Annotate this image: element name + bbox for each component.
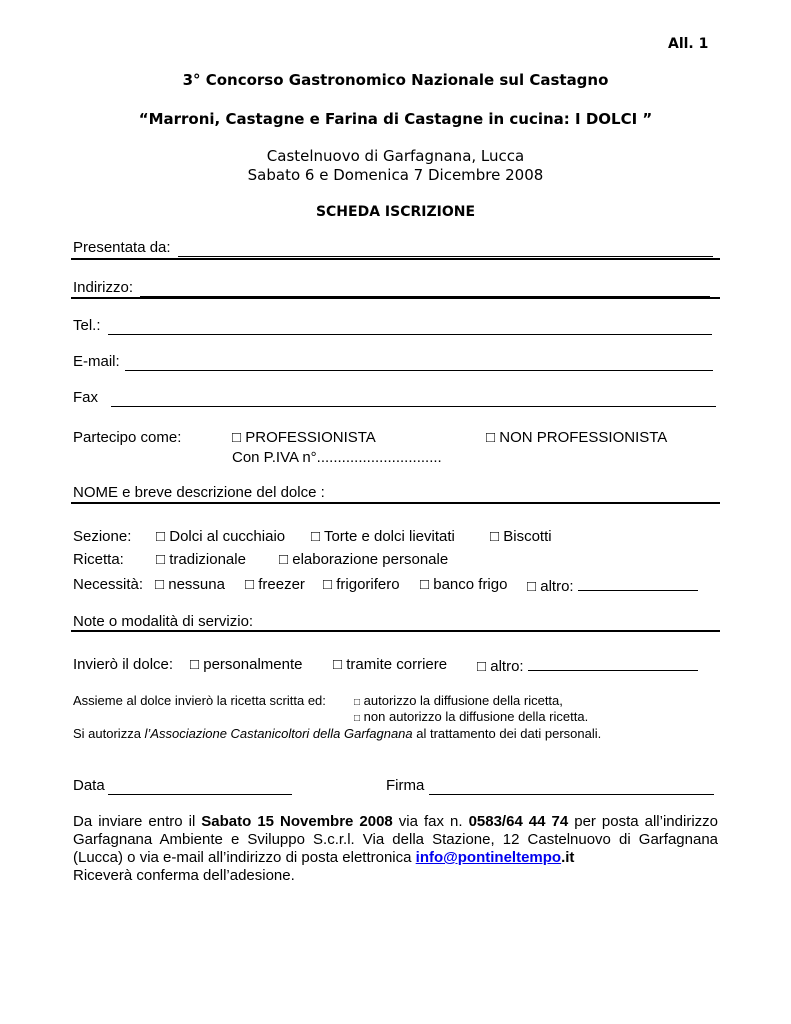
checkbox-icon[interactable]: □ [477, 658, 487, 675]
non-professional-option[interactable] [486, 429, 667, 446]
vat-number-field[interactable]: Con P.IVA n°.............................. [232, 449, 442, 466]
checkbox-icon[interactable]: □ [420, 576, 430, 593]
event-dates: Sabato 6 e Domenica 7 Dicembre 2008 [247, 166, 544, 184]
participation-label: Partecipo come: [73, 429, 182, 446]
section-option-cakes[interactable]: □ Torte e dolci lievitati [311, 528, 455, 545]
shipping-option-personally[interactable]: □ personalmente [190, 656, 303, 673]
association-name: l’Associazione Castanicoltori della Garfagnana [144, 726, 413, 741]
email-label: E-mail: [73, 353, 120, 370]
recipe-consent-intro: Assieme al dolce invierò la ricetta scritta ed: [73, 693, 326, 708]
notes-label: Note o modalità di servizio: [73, 613, 254, 630]
privacy-authorization: Si autorizza l’Associazione Castanicoltori della Garfagnana al trattamento dei dati personali. [73, 726, 602, 741]
non-professional-label: NON PROFESSIONISTA [499, 429, 668, 446]
section-label: Sezione: [73, 528, 132, 545]
fax-label: Fax [73, 389, 99, 406]
checkbox-icon[interactable]: □ [490, 528, 500, 545]
address-label: Indirizzo: [73, 279, 134, 296]
date-field[interactable] [108, 780, 292, 795]
checkbox-icon[interactable]: □ [190, 656, 200, 673]
checkbox-icon[interactable]: □ [354, 713, 361, 724]
shipping-option-other[interactable]: □ altro: [477, 656, 698, 675]
dessert-description-label: NOME e breve descrizione del dolce : [73, 484, 325, 501]
needs-label: Necessità: [73, 576, 144, 593]
needs-option-other[interactable]: □ altro: [527, 576, 698, 595]
checkbox-icon[interactable]: □ [156, 528, 166, 545]
presented-by-field[interactable] [178, 242, 713, 257]
email-link[interactable]: info@pontineltempo [415, 849, 562, 866]
shipping-label: Invierò il dolce: [73, 656, 174, 673]
needs-option-fridge[interactable]: □ frigorifero [323, 576, 400, 593]
needs-option-freezer[interactable]: □ freezer [245, 576, 305, 593]
signature-label: Firma [386, 777, 425, 794]
presented-by-label: Presentata da: [73, 239, 171, 256]
recipe-option-traditional[interactable]: □ tradizionale [156, 551, 246, 568]
needs-option-fridge-counter[interactable]: □ banco frigo [420, 576, 508, 593]
shipping-option-courier[interactable]: □ tramite corriere [333, 656, 448, 673]
section-option-spoon-desserts[interactable]: □ Dolci al cucchiaio [156, 528, 286, 545]
notes-field[interactable] [71, 630, 720, 632]
checkbox-icon[interactable]: □ [232, 429, 242, 446]
contest-title: 3° Concorso Gastronomico Nazionale sul Castagno [182, 71, 609, 89]
section-option-biscuits[interactable]: □ Biscotti [490, 528, 552, 545]
tel-field[interactable] [108, 320, 712, 335]
checkbox-icon[interactable]: □ [354, 697, 361, 708]
checkbox-icon[interactable]: □ [156, 551, 166, 568]
checkbox-icon[interactable]: □ [311, 528, 321, 545]
signature-field[interactable] [429, 780, 714, 795]
fax-field[interactable] [111, 392, 716, 407]
address-field[interactable] [140, 282, 710, 297]
contest-subtitle: “Marroni, Castagne e Farina di Castagne in cucina: I DOLCI ” [138, 110, 653, 128]
recipe-label: Ricetta: [73, 551, 124, 568]
professional-label: PROFESSIONISTA [245, 429, 376, 446]
fax-number: 0583/64 44 74 [468, 813, 569, 830]
checkbox-icon[interactable]: □ [323, 576, 333, 593]
checkbox-icon[interactable]: □ [245, 576, 255, 593]
email-field[interactable] [125, 356, 713, 371]
needs-option-none[interactable]: □ nessuna [155, 576, 225, 593]
needs-other-field[interactable] [578, 576, 698, 591]
consent-authorize-option[interactable]: □ autorizzo la diffusione della ricetta, [354, 693, 563, 708]
shipping-other-field[interactable] [528, 656, 698, 671]
consent-not-authorize-option[interactable]: □ non autorizzo la diffusione della ricetta. [354, 709, 589, 724]
divider [71, 258, 720, 260]
tel-label: Tel.: [73, 317, 101, 334]
divider [71, 297, 720, 299]
confirmation-note: Riceverà conferma dell’adesione. [73, 867, 295, 884]
checkbox-icon[interactable]: □ [486, 429, 496, 446]
date-label: Data [73, 777, 105, 794]
checkbox-icon[interactable]: □ [527, 578, 537, 595]
checkbox-icon[interactable]: □ [155, 576, 165, 593]
recipe-option-personal[interactable]: □ elaborazione personale [279, 551, 449, 568]
form-title: SCHEDA ISCRIZIONE [315, 204, 476, 220]
attachment-label: All. 1 [668, 36, 709, 52]
checkbox-icon[interactable]: □ [279, 551, 289, 568]
dessert-description-field[interactable] [71, 502, 720, 504]
deadline: Sabato 15 Novembre 2008 [201, 813, 393, 830]
submission-instructions: Da inviare entro il Sabato 15 Novembre 2008 via fax n. 0583/64 44 74 per posta all’indirizzo Garfagnana Ambiente e Sviluppo S.c.r.l. Via della Stazione, 12 Castelnuovo di Garfagnana (Lucca) o via e-mail all’indirizzo di posta elettronica info@pontineltempo.it [73, 813, 718, 866]
checkbox-icon[interactable]: □ [333, 656, 343, 673]
professional-option[interactable] [232, 429, 376, 446]
event-place: Castelnuovo di Garfagnana, Lucca [266, 147, 525, 165]
